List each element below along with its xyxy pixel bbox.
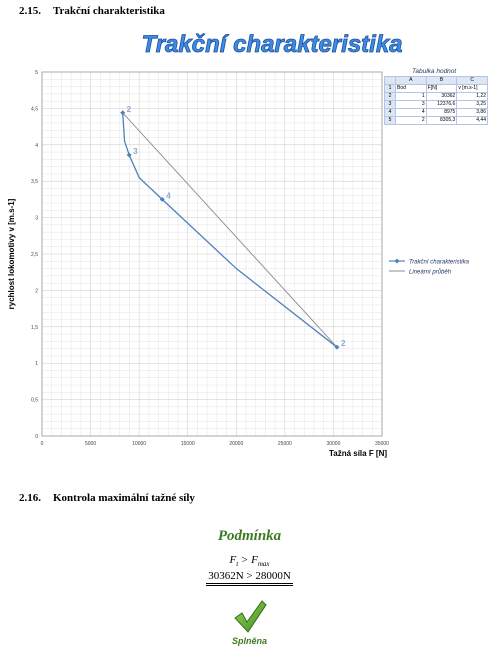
x-tick-label: 20000: [229, 441, 244, 447]
row-number: 4: [385, 109, 396, 117]
table-row: [385, 85, 488, 93]
table-cell: 30362: [426, 93, 457, 101]
result-label: Splněna: [231, 636, 267, 646]
table-cell: Bod: [396, 85, 427, 93]
table-row: [385, 101, 488, 109]
table-cell: 8305,3: [426, 117, 457, 125]
checkmark-icon: [232, 598, 268, 636]
section-number: 2.16.: [19, 492, 41, 504]
x-tick-label: 0: [40, 441, 44, 447]
row-number: 5: [385, 117, 396, 125]
x-axis-label: Tažná síla F [N]: [328, 449, 388, 458]
x-tick-label: 25000: [277, 441, 292, 447]
value-table: [384, 68, 488, 125]
y-tick-label: 0: [35, 434, 38, 440]
column-letter: C: [457, 77, 488, 85]
chart-legend: [389, 259, 470, 276]
chart-series: [120, 110, 339, 349]
formula-symbol: F: [229, 554, 237, 566]
value-table-grid: [384, 76, 488, 125]
table-cell: 1: [396, 93, 427, 101]
inequality-text: 30362N > 28000N: [206, 570, 293, 586]
x-tick-label: 30000: [326, 441, 341, 447]
legend-label-linear: Lineární průběh: [409, 269, 452, 276]
table-cell: 1,22: [457, 93, 488, 101]
table-row: [385, 109, 488, 117]
axis-ticks: [31, 70, 389, 447]
x-tick-label: 10000: [132, 441, 147, 447]
chart-title: Trakční charakteristika: [141, 31, 403, 58]
table-cell: 3: [396, 101, 427, 109]
data-point-marker: [127, 152, 132, 157]
column-letter: A: [396, 77, 427, 85]
formula-symbol: F: [251, 554, 258, 566]
chart-grid: [42, 72, 382, 436]
table-cell: 4,44: [457, 117, 488, 125]
section-heading-force-check: [19, 492, 195, 504]
y-tick-label: 3,5: [31, 179, 38, 186]
table-cell: 4: [396, 109, 427, 117]
y-tick-label: 2: [35, 288, 38, 295]
row-number: 1: [385, 85, 396, 93]
formula-subscript: t: [236, 560, 239, 569]
point-number-label: 2: [340, 339, 346, 349]
row-number: 3: [385, 101, 396, 109]
legend-label-traction: Trakční charakteristika: [409, 259, 469, 266]
y-tick-label: 1,5: [31, 324, 38, 331]
x-tick-label: 35000: [375, 441, 389, 447]
table-cell: F[N]: [426, 85, 457, 93]
table-header-row: [385, 77, 488, 85]
table-cell: 3,25: [457, 101, 488, 109]
y-tick-label: 0,5: [31, 397, 38, 404]
section-number: 2.15.: [19, 5, 41, 17]
table-cell: 2: [396, 117, 427, 125]
point-number-label: 3: [133, 146, 138, 156]
table-cell: 3,86: [457, 109, 488, 117]
legend-marker-diamond: [395, 259, 400, 264]
y-axis-label: rychlost lokomotivy v [m.s-1]: [7, 198, 16, 310]
condition-formula: [0, 554, 499, 568]
y-tick-label: 3: [35, 215, 38, 222]
y-tick-label: 4,5: [31, 106, 38, 113]
column-letter: B: [426, 77, 457, 85]
x-tick-label: 15000: [180, 441, 195, 447]
point-number-label: 4: [166, 191, 171, 201]
value-table-title: Tabulka hodnot: [412, 68, 457, 75]
y-tick-label: 5: [35, 70, 38, 76]
formula-operator: >: [238, 554, 252, 566]
x-tick-label: 5000: [85, 441, 97, 447]
y-tick-label: 2,5: [31, 252, 38, 258]
table-cell: 8975: [426, 109, 457, 117]
table-cell: 12376,6: [426, 101, 457, 109]
section-title: Trakční charakteristika: [53, 5, 165, 17]
y-tick-label: 4: [35, 142, 38, 149]
table-row: [385, 117, 488, 125]
y-tick-label: 1: [35, 361, 38, 368]
section-title: Kontrola maximální tažné síly: [53, 492, 195, 504]
table-cell: v [m.s-1]: [457, 85, 488, 93]
point-number-label: 2: [126, 104, 132, 114]
row-number: 2: [385, 93, 396, 101]
formula-subscript: max: [257, 560, 270, 569]
section-heading-traction: [19, 5, 165, 17]
condition-inequality: [0, 570, 499, 586]
condition-title: Podmínka: [217, 528, 282, 544]
table-row: [385, 93, 488, 101]
